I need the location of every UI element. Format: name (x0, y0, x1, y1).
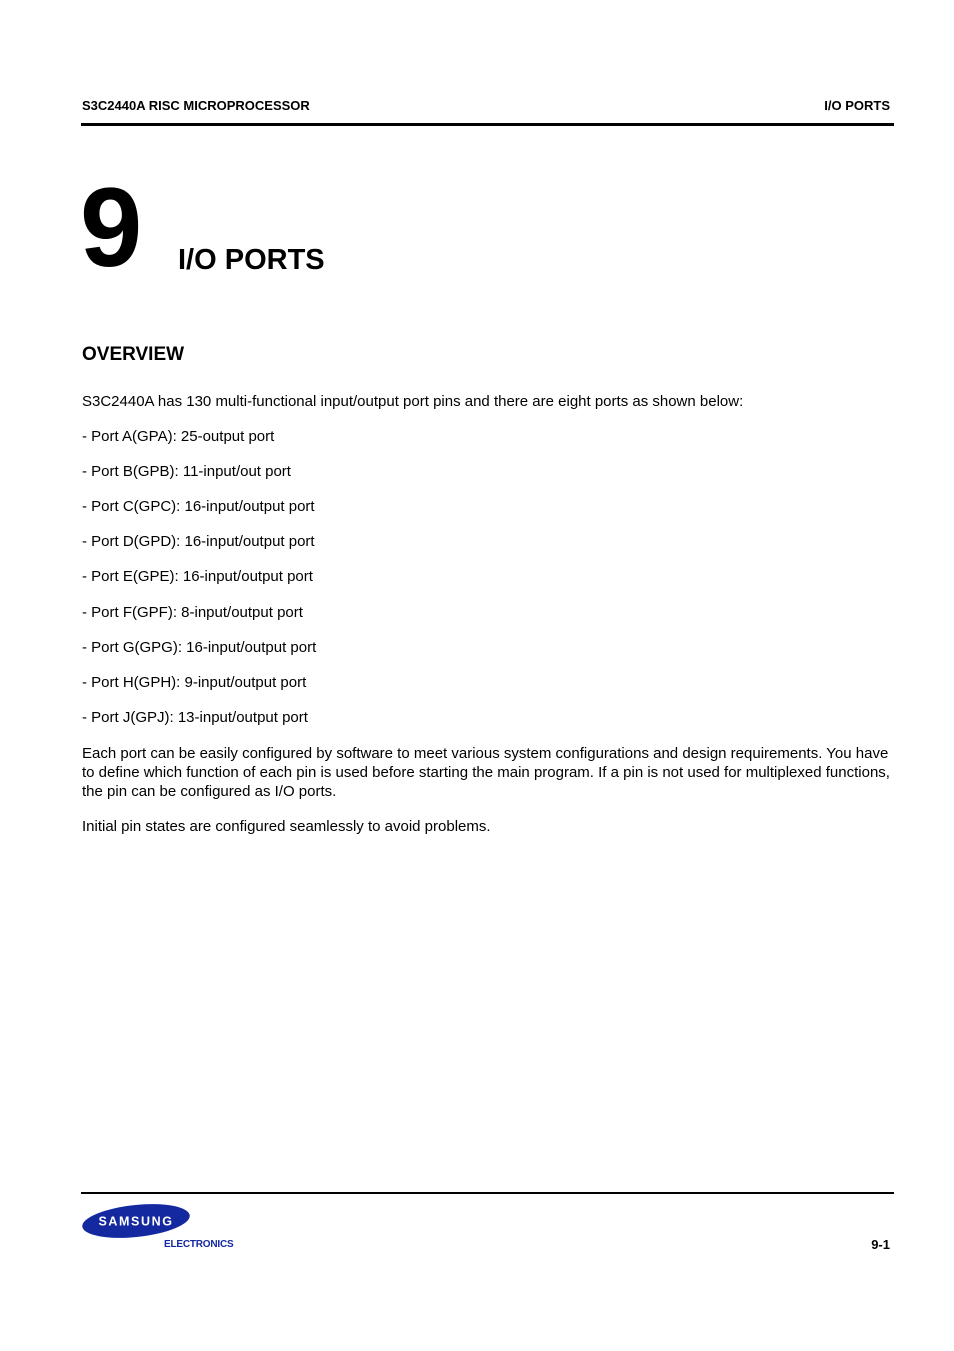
overview-paragraph-initial-states: Initial pin states are configured seamlessly to avoid problems. (82, 818, 491, 835)
page-number: 9-1 (871, 1237, 890, 1252)
header-rule (81, 123, 894, 126)
samsung-logo-subtext: ELECTRONICS (164, 1239, 234, 1250)
footer-rule (81, 1192, 894, 1194)
running-header-section: I/O PORTS (824, 98, 890, 113)
port-list-item: - Port B(GPB): 11-input/out port (82, 463, 291, 480)
running-header-title: S3C2440A RISC MICROPROCESSOR (82, 98, 310, 113)
port-list-item: - Port G(GPG): 16-input/output port (82, 639, 317, 656)
chapter-number: 9 (80, 165, 143, 290)
port-list-item: - Port A(GPA): 25-output port (82, 428, 275, 445)
overview-paragraph-configuration: Each port can be easily configured by software to meet various system configurations and design requirements. You have to define which function of each pin is used before starting the main program. If a pin is not used for multiplexed functions, the pin can be configured as I/O ports. (82, 745, 890, 800)
port-list-item: - Port H(GPH): 9-input/output port (82, 674, 307, 691)
port-list-item: - Port D(GPD): 16-input/output port (82, 533, 315, 550)
overview-intro: S3C2440A has 130 multi-functional input/output port pins and there are eight ports as shown below: (82, 393, 744, 410)
section-heading-overview: OVERVIEW (82, 344, 185, 365)
port-list-item: - Port F(GPF): 8-input/output port (82, 604, 303, 621)
samsung-logo-text: SAMSUNG (98, 1214, 174, 1229)
port-list-item: - Port J(GPJ): 13-input/output port (82, 709, 308, 726)
samsung-logo (82, 1202, 192, 1240)
chapter-title: I/O PORTS (178, 244, 325, 276)
port-list-item: - Port E(GPE): 16-input/output port (82, 568, 313, 585)
port-list-item: - Port C(GPC): 16-input/output port (82, 498, 315, 515)
